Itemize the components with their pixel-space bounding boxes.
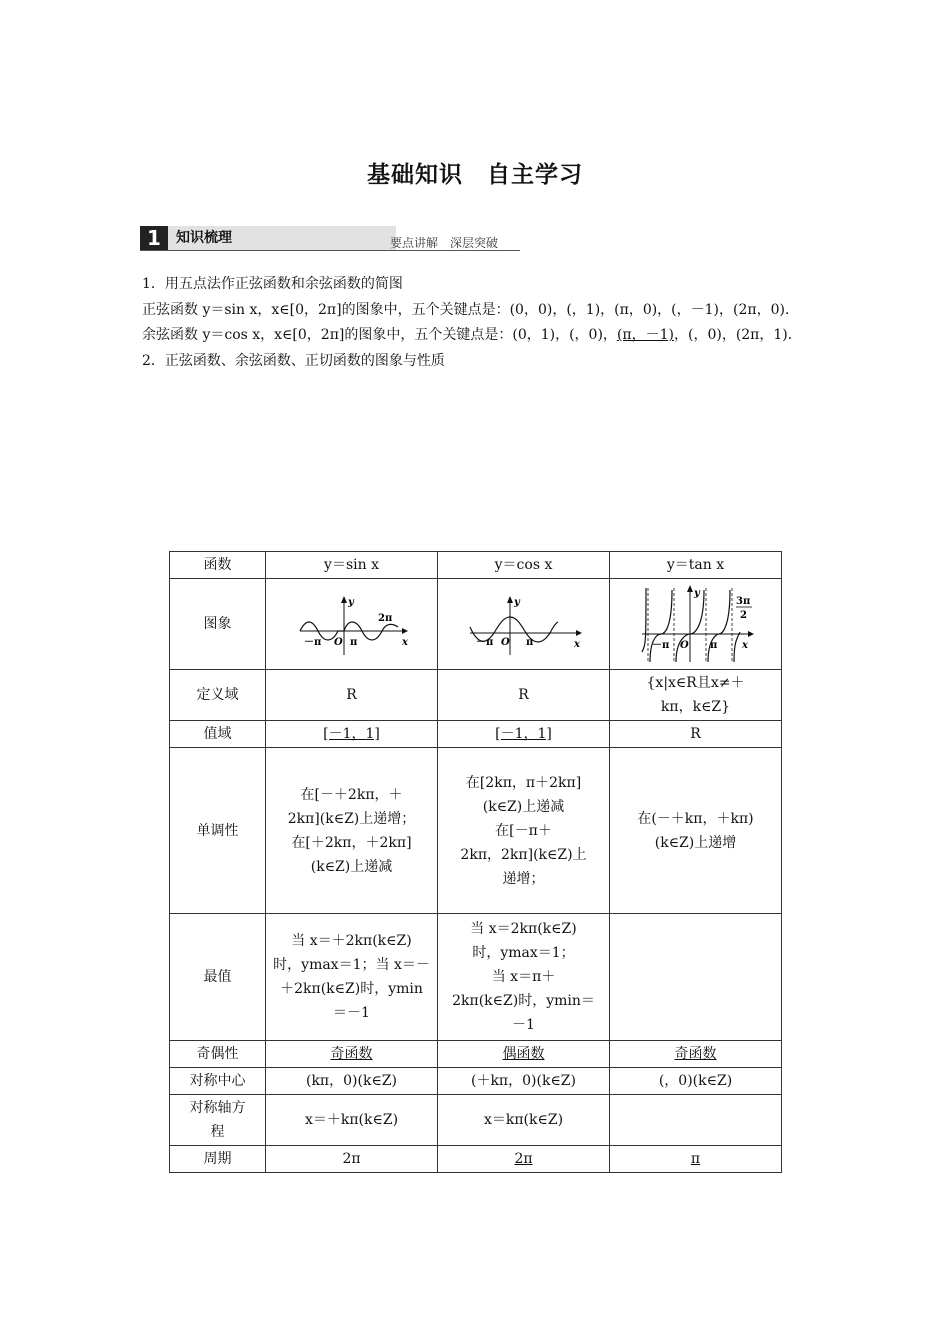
origin-label: O	[679, 640, 689, 651]
extreme-cos	[438, 914, 610, 1041]
row-label-period: 周期	[170, 1146, 266, 1173]
x-label: x	[401, 637, 408, 648]
monotonic-line: 在[－＋2kπ，＋	[300, 786, 403, 803]
cosine-points-b: ，(，0)，(2π，1)．	[673, 327, 802, 343]
x-axis-arrow	[576, 630, 582, 636]
graph-cos-cell	[438, 579, 610, 670]
monotonic-line: 在(－＋kπ，＋kπ)	[637, 810, 754, 827]
parity-tan-value: 奇函数	[674, 1046, 717, 1062]
row-label-function: 函数	[170, 552, 266, 579]
monotonic-line: (k∈Z)上递减	[482, 798, 565, 815]
monotonic-line: 在[＋2kπ，＋2kπ]	[291, 834, 412, 851]
y-axis-arrow	[687, 585, 693, 592]
y-label: y	[693, 588, 700, 599]
page-title: 基础知识 自主学习	[367, 162, 583, 188]
paragraph-sine-points: 正弦函数 y＝sin x，x∈[0，2π]的图象中，五个关键点是：(0，0)，(，1)，(π，0)，(，－1)，(2π，0)．	[142, 301, 799, 318]
table-row	[170, 748, 782, 914]
tangent-graph	[636, 582, 756, 666]
pi-label: π	[709, 640, 717, 651]
table-row	[170, 579, 782, 670]
row-label-graph: 图象	[170, 579, 266, 670]
y-label: y	[347, 597, 354, 608]
y-axis-arrow	[507, 596, 513, 603]
cosine-points-underlined: (π，－1)	[616, 327, 674, 343]
axis-tan	[610, 1095, 782, 1146]
paragraph-properties-heading: 2．正弦函数、余弦函数、正切函数的图象与性质	[142, 352, 445, 369]
axis-sin: x＝＋kπ(k∈Z)	[266, 1095, 438, 1146]
table-row	[170, 721, 782, 748]
domain-tan-line: kπ，k∈Z}	[660, 699, 731, 715]
extreme-line: 2kπ(k∈Z)时，ymin＝	[452, 993, 595, 1009]
period-tan	[610, 1146, 782, 1173]
range-cos	[438, 721, 610, 748]
table-row	[170, 552, 782, 579]
parity-sin-value: 奇函数	[330, 1046, 373, 1062]
monotonic-sin	[266, 748, 438, 914]
domain-tan	[610, 670, 782, 721]
paragraph-cosine-points	[142, 323, 812, 349]
monotonic-tan	[610, 748, 782, 914]
three-pi-label: 3π	[735, 596, 750, 607]
y-label: y	[513, 597, 520, 608]
sine-graph	[292, 589, 412, 659]
origin-label: O	[500, 637, 510, 648]
x-axis-arrow	[402, 628, 408, 634]
period-tan-value: π	[690, 1151, 701, 1167]
period-cos-value: 2π	[514, 1151, 533, 1167]
pi-label: π	[525, 637, 533, 648]
row-label-domain: 定义域	[170, 670, 266, 721]
period-cos	[438, 1146, 610, 1173]
section-divider	[140, 250, 520, 251]
tan-branch	[642, 588, 646, 652]
properties-table	[169, 551, 782, 1173]
row-label-monotonic: 单调性	[170, 748, 266, 914]
extreme-sin	[266, 914, 438, 1041]
header-tan: y＝tan x	[610, 552, 782, 579]
monotonic-line: (k∈Z)上递减	[310, 858, 393, 875]
row-label-parity: 奇偶性	[170, 1041, 266, 1068]
extreme-line: ＋2kπ(k∈Z)时，ymin	[280, 981, 423, 997]
paragraph-five-point: 1．用五点法作正弦函数和余弦函数的简图	[142, 276, 403, 292]
two-label: 2	[739, 610, 747, 621]
monotonic-line: (k∈Z)上递增	[654, 834, 737, 851]
header-cos: y＝cos x	[438, 552, 610, 579]
tan-branch	[734, 632, 740, 662]
extreme-line: 时，ymax＝1；	[472, 945, 575, 961]
center-tan: (，0)(k∈Z)	[610, 1068, 782, 1095]
range-sin	[266, 721, 438, 748]
table-row	[170, 1041, 782, 1068]
x-axis-arrow	[748, 631, 754, 637]
cosine-graph	[464, 589, 584, 659]
parity-sin	[266, 1041, 438, 1068]
table-row	[170, 1146, 782, 1173]
table-row	[170, 914, 782, 1041]
header-sin: y＝sin x	[266, 552, 438, 579]
tan-branch	[708, 590, 730, 662]
range-cos-value: [－1，1]	[495, 726, 552, 742]
monotonic-line: 2kπ，2kπ](k∈Z)上	[460, 846, 587, 863]
neg-pi-label: －π	[303, 637, 321, 648]
row-label-range: 值域	[170, 721, 266, 748]
two-pi-label: 2π	[377, 613, 392, 624]
parity-cos-value: 偶函数	[502, 1046, 545, 1062]
extreme-line: 当 x＝＋2kπ(k∈Z)	[291, 933, 412, 949]
monotonic-line: 在[－π＋	[495, 822, 552, 839]
table-row	[170, 670, 782, 721]
center-cos: (＋kπ，0)(k∈Z)	[438, 1068, 610, 1095]
extreme-tan	[610, 914, 782, 1041]
monotonic-line: 在[2kπ，π＋2kπ]	[465, 774, 582, 791]
period-sin: 2π	[266, 1146, 438, 1173]
extreme-line: ＝－1	[333, 1005, 370, 1021]
monotonic-line: 递增；	[502, 870, 545, 887]
extreme-line: 当 x＝π＋	[491, 969, 556, 985]
neg-pi-label: －π	[651, 640, 669, 651]
axis-label-line: 对称轴方	[189, 1100, 246, 1116]
extreme-line: －1	[512, 1017, 535, 1033]
axis-label-line: 程	[210, 1124, 225, 1140]
axis-cos: x＝kπ(k∈Z)	[438, 1095, 610, 1146]
section-number: 1	[140, 226, 168, 250]
parity-tan	[610, 1041, 782, 1068]
section-header	[140, 226, 520, 252]
row-label-axis	[170, 1095, 266, 1146]
row-label-center: 对称中心	[170, 1068, 266, 1095]
extreme-line: 当 x＝2kπ(k∈Z)	[470, 921, 577, 937]
domain-cos: R	[438, 670, 610, 721]
body-text	[142, 272, 812, 374]
extreme-line: 时，ymax＝1；当 x＝－	[273, 957, 430, 973]
parity-cos	[438, 1041, 610, 1068]
graph-sin-cell	[266, 579, 438, 670]
graph-tan-cell	[610, 579, 782, 670]
x-label: x	[573, 639, 580, 650]
center-sin: (kπ，0)(k∈Z)	[266, 1068, 438, 1095]
range-tan: R	[610, 721, 782, 748]
neg-pi-label: －π	[475, 637, 493, 648]
section-label: 知识梳理	[168, 226, 396, 250]
pi-label: π	[349, 637, 357, 648]
table-row	[170, 1095, 782, 1146]
domain-tan-line: {x|x∈R且x≠＋	[646, 675, 745, 691]
monotonic-cos	[438, 748, 610, 914]
monotonic-line: 2kπ](k∈Z)上递增；	[287, 810, 416, 827]
section-subtitle: 要点讲解 深层突破	[390, 236, 499, 250]
y-axis-arrow	[341, 596, 347, 603]
domain-sin: R	[266, 670, 438, 721]
range-sin-value: [－1，1]	[323, 726, 380, 742]
x-label: x	[741, 640, 748, 651]
table-row	[170, 1068, 782, 1095]
tan-branch	[650, 590, 672, 662]
row-label-extreme: 最值	[170, 914, 266, 1041]
cosine-points-a: 余弦函数 y＝cos x，x∈[0，2π]的图象中，五个关键点是：(0，1)，(，0)，	[142, 327, 617, 343]
origin-label: O	[333, 637, 343, 648]
